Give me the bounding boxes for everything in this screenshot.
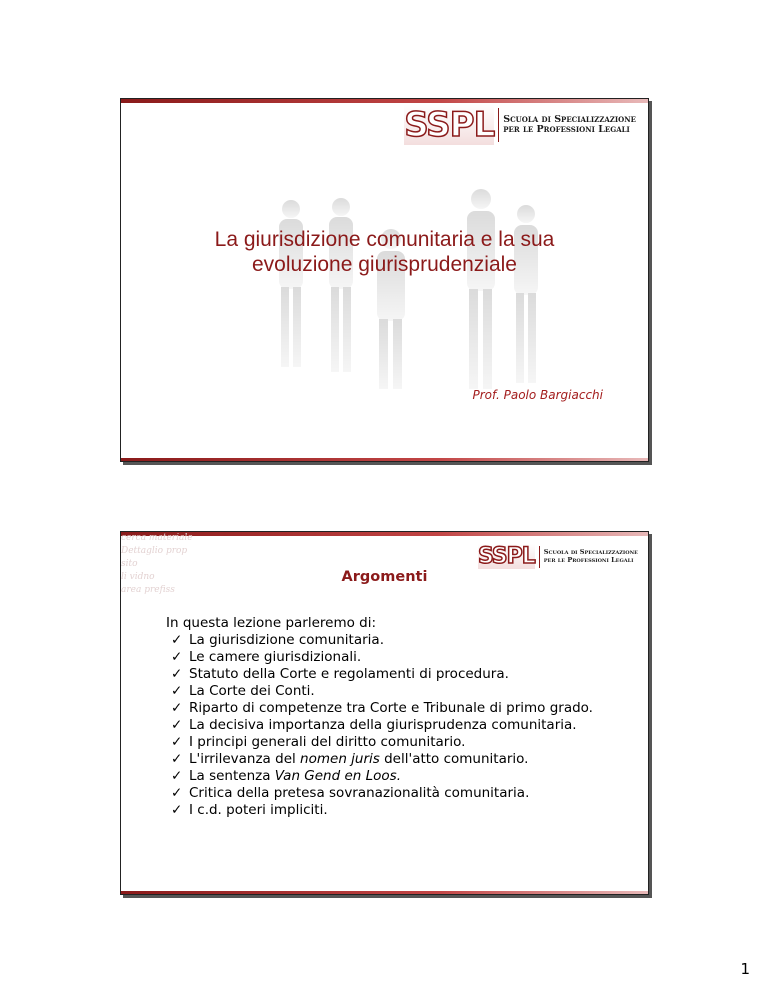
topics-slide: [120, 531, 649, 895]
text-run: dell'atto comunitario.: [379, 751, 529, 767]
list-item: [171, 649, 596, 666]
checkmark-icon: ✓: [171, 717, 183, 733]
page-number: 1: [740, 960, 750, 978]
sspl-logo: [404, 105, 636, 145]
list-item-text: La decisiva importanza della giurisprudenza comunitaria.: [189, 717, 577, 733]
checkmark-icon: ✓: [171, 751, 183, 767]
slide-title: [161, 227, 608, 277]
people-silhouettes-image: [221, 179, 581, 409]
list-item: [171, 751, 596, 768]
bg-text-line: area prefiss: [121, 585, 175, 595]
logo-line-2: per le Professioni Legali: [503, 124, 630, 135]
bg-text-line: Dettaglio prop: [121, 546, 188, 556]
list-item-text: La giurisdizione comunitaria.: [189, 632, 384, 648]
slide-title-line-1: La giurisdizione comunitaria e la sua: [214, 228, 555, 251]
logo-separator: [498, 108, 499, 142]
bg-text-line: li vidno: [121, 572, 155, 582]
list-item: [171, 734, 596, 751]
topics-list: [171, 632, 596, 819]
bg-text-line: sito: [121, 559, 138, 569]
italic-text-run: nomen juris: [300, 751, 380, 767]
author-name: Prof. Paolo Bargiacchi: [472, 388, 603, 402]
list-item-text: Critica della pretesa sovranazionalità comunitaria.: [189, 785, 530, 801]
checkmark-icon: ✓: [171, 785, 183, 801]
list-item-text: Le camere giurisdizionali.: [189, 649, 362, 665]
list-item-text: [189, 751, 528, 767]
list-item: [171, 802, 596, 819]
slide-top-bar: [121, 99, 648, 103]
list-item-text: La Corte dei Conti.: [189, 683, 315, 699]
slide-bottom-bar: [121, 891, 648, 894]
list-item: [171, 666, 596, 683]
list-item-text: Statuto della Corte e regolamenti di procedura.: [189, 666, 509, 682]
logo-line-1: Scuola di Specializzazione: [543, 548, 638, 557]
italic-text-run: Van Gend en Loos.: [274, 768, 401, 784]
logo-text: [503, 115, 636, 136]
list-item: [171, 683, 596, 700]
checkmark-icon: ✓: [171, 802, 183, 818]
sspl-logo: [478, 544, 638, 569]
slide-heading: Argomenti: [341, 569, 428, 585]
checkmark-icon: ✓: [171, 683, 183, 699]
text-run: L'irrilevanza del: [189, 751, 301, 767]
logo-mark: SSPL: [404, 105, 495, 145]
intro-text: In questa lezione parleremo di:: [166, 615, 377, 631]
checkmark-icon: ✓: [171, 768, 183, 784]
checkmark-icon: ✓: [171, 666, 183, 682]
checkmark-icon: ✓: [171, 632, 183, 648]
checkmark-icon: ✓: [171, 734, 183, 750]
checkmark-icon: ✓: [171, 649, 183, 665]
background-handwriting-image: [121, 532, 231, 602]
bg-text-line: cerca materiale: [121, 533, 193, 543]
slide-bottom-bar: [121, 458, 648, 461]
logo-line-2: per le Professioni Legali: [543, 555, 634, 564]
title-slide: [120, 98, 649, 462]
list-item: [171, 768, 596, 785]
list-item: [171, 717, 596, 734]
logo-separator: [539, 546, 540, 568]
list-item-text: I principi generali del diritto comunitario.: [189, 734, 466, 750]
text-run: La sentenza: [189, 768, 275, 784]
checkmark-icon: ✓: [171, 700, 183, 716]
logo-line-1: Scuola di Specializzazione: [503, 113, 636, 125]
logo-mark: SSPL: [477, 544, 535, 569]
list-item-text: [189, 768, 401, 784]
list-item: [171, 632, 596, 649]
list-item: [171, 785, 596, 802]
list-item: [171, 700, 596, 717]
list-item-text: I c.d. poteri impliciti.: [189, 802, 328, 818]
logo-text: [544, 549, 638, 563]
list-item-text: Riparto di competenze tra Corte e Tribunale di primo grado.: [189, 700, 593, 716]
slide-title-line-2: evoluzione giurisprudenziale: [251, 253, 517, 277]
